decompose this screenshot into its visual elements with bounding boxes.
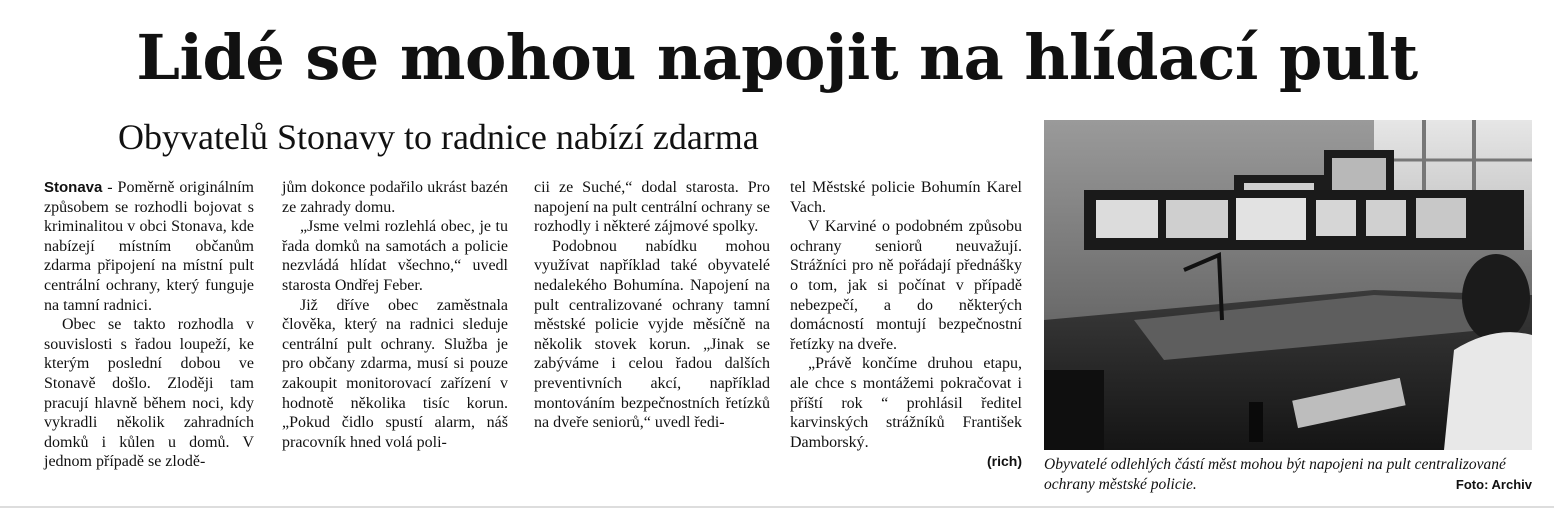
paragraph: cii ze Suché,“ dodal starosta. Pro napojení na pult centrální ochrany se rozhodly i některé zájmové spolky. [534, 179, 770, 236]
article-column-3 [534, 178, 770, 433]
paragraph: Podobnou nabídku mohou využívat například také obyvatelé nedalekého Bohumína. Napojení na pult centralizované ochrany tamní městské policie vyjde měsíčně na několik stovek korun. „Jinak se zabýváme i celou řadou dalších preventivních akcí, například montováním bezpečnostních řetízků na dveře seniorů,“ uvedl ředi- [534, 237, 770, 432]
byline: (rich) [987, 453, 1022, 470]
dateline: Stonava [44, 179, 103, 196]
paragraph [44, 178, 254, 315]
article-column-2 [282, 178, 508, 452]
paragraph: Již dříve obec zaměstnala člověka, který na radnici sleduje centrální pult ochrany. Služba je pro občany zdarma, musí si pouze zakoupit monitorovací zařízení v hodnotě několika tisíc korun. „Pokud čidlo spustí alarm, náš pracovník hned volá poli- [282, 296, 508, 451]
paragraph: V Karviné o podobném způsobu ochrany seniorů neuvažují. Strážníci pro ně pořádají přednášky o tom, jak si počínat v případě nebezpečí, a do některých domácností montují bezpečnostní řetízky na dveře. [790, 218, 1022, 353]
headline: Lidé se mohou napojit na hlídací pult [136, 21, 1418, 94]
paragraph: „Právě končíme druhou etapu, ale chce s montážemi pokračovat i příští rok “ prohlásil ředitel karvinských strážníků František Damborský. [790, 355, 1022, 451]
photo-caption: Obyvatelé odlehlých částí měst mohou být napojeni na pult centralizované ochrany městské policie. [1044, 456, 1506, 493]
bottom-rule [0, 506, 1554, 508]
photo-illustration [1044, 120, 1532, 450]
paragraph: jům dokonce podařilo ukrást bazén ze zahrady domu. [282, 179, 508, 216]
article-column-1 [44, 178, 254, 472]
paragraph: tel Městské policie Bohumín Karel Vach. [790, 179, 1022, 216]
paragraph: Obec se takto rozhodla v souvislosti s řadou loupeží, ke kterým poslední dobou ve Stonavě došlo. Zloději tam pracují hlavně během noci, kdy vykradli několik zahradních domků i kůlen u domů. V jednom případě se zlodě- [44, 316, 254, 471]
article-column-4 [790, 178, 1022, 472]
photo-control-room [1044, 120, 1532, 450]
paragraph-text: - Poměrně originálním způsobem se rozhodli bojovat s kriminalitou v obci Stonava, kde nabízejí místním občanům zdarma připojení na místní pult centrální ochrany, který funguje na tamní radnici. [44, 179, 254, 314]
photo-credit: Foto: Archiv [1455, 477, 1532, 492]
subheadline: Obyvatelů Stonavy to radnice nabízí zdarma [118, 117, 759, 157]
paragraph: „Jsme velmi rozlehlá obec, je tu řada domků na samotách a policie nezvládá hlídat všechno,“ uvedl starosta Ondřej Feber. [282, 218, 508, 294]
